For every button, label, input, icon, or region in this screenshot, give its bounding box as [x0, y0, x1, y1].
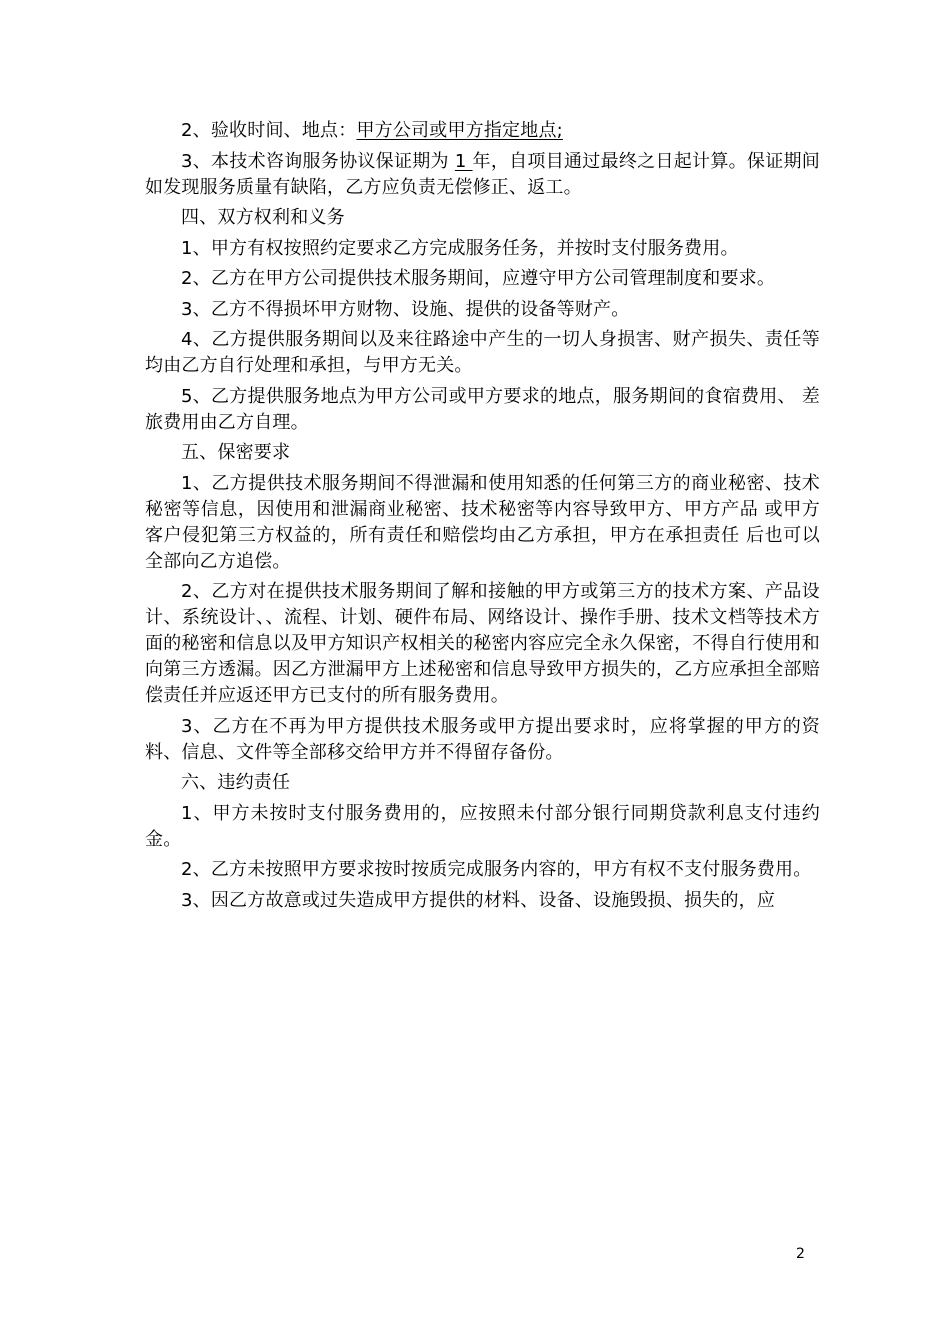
paragraph: [145, 714, 820, 766]
paragraph: [145, 579, 820, 709]
paragraph: [145, 471, 820, 575]
paragraph-text: 1、乙方提供技术服务期间不得泄漏和使用知悉的任何第三方的商业秘密、技术秘密等信息，因使用和泄漏商业秘密、技术秘密等内容导致甲方、甲方产品 或甲方客户侵犯第三方权益的，所有责任和赔偿均由乙方承担，甲方在承担责任 后也可以全部向乙方追偿。: [145, 472, 820, 572]
paragraph-text: 年，自项目通过最终之日起计算。保证期间如发现服务质量有缺陷，乙方应负责无偿修正、返工。: [145, 150, 820, 198]
paragraph: [145, 205, 820, 231]
paragraph-text: 4、乙方提供服务期间以及来往路途中产生的一切人身损害、财产损失、责任等均由乙方自行处理和承担，与甲方无关。: [145, 329, 820, 376]
paragraph: [145, 149, 820, 201]
paragraph-text: 2、验收时间、地点：: [181, 120, 357, 141]
paragraph-text: 2、乙方在甲方公司提供技术服务期间，应遵守甲方公司管理制度和要求。: [181, 268, 776, 289]
paragraph: [145, 266, 820, 292]
paragraph: [145, 327, 820, 379]
paragraph-text: 1、甲方有权按照约定要求乙方完成服务任务，并按时支付服务费用。: [181, 237, 739, 259]
paragraph: [145, 440, 820, 466]
paragraph: [145, 888, 820, 914]
paragraph-text: 3、乙方在不再为甲方提供技术服务或甲方提出要求时，应将掌握的甲方的资料、信息、文件等全部移交给甲方并不得留存备份。: [145, 715, 820, 763]
paragraph-text: 五、保密要求: [181, 442, 291, 463]
paragraph-text: 1、甲方未按时支付服务费用的，应按照未付部分银行同期贷款利息支付违约金。: [145, 802, 820, 850]
paragraph: [145, 770, 820, 796]
paragraph-text: 四、双方权利和义务: [181, 207, 345, 228]
underlined-text: 1: [454, 150, 473, 172]
paragraph-text: 2、乙方未按照甲方要求按时按质完成服务内容的，甲方有权不支付服务费用。: [181, 859, 812, 880]
paragraph: [145, 857, 820, 883]
paragraph-text: 3、本技术咨询服务协议保证期为: [181, 150, 455, 172]
paragraph: [145, 118, 820, 144]
paragraph-text: 5、乙方提供服务地点为甲方公司或甲方要求的地点，服务期间的食宿费用、 差旅费用由乙方自理。: [145, 385, 820, 433]
paragraph: [145, 384, 820, 436]
paragraph-text: 3、因乙方故意或过失造成甲方提供的材料、设备、设施毁损、损失的，应: [181, 889, 776, 911]
page-body: [145, 118, 820, 918]
paragraph-text: 3、乙方不得损坏甲方财物、设施、提供的设备等财产。: [181, 298, 630, 320]
page-number: 2: [796, 1246, 805, 1262]
paragraph: [145, 801, 820, 853]
paragraph: [145, 297, 820, 323]
paragraph-text: 六、违约责任: [181, 772, 291, 793]
underlined-text: 甲方公司或甲方指定地点;: [356, 120, 563, 141]
paragraph-text: 2、乙方对在提供技术服务期间了解和接触的甲方或第三方的技术方案、产品设计、系统设计、、流程、计划、硬件布局、网络设计、操作手册、技术文档等技术方面的秘密和信息以及甲方知识产权相关的秘密内容应完全永久保密，不得自行使用和向第三方透漏。因乙方泄漏甲方上述秘密和信息导致甲方损失的，乙方应承担全部赔偿责任并应返还甲方已支付的所有服务费用。: [145, 581, 820, 706]
paragraph: [145, 236, 820, 262]
